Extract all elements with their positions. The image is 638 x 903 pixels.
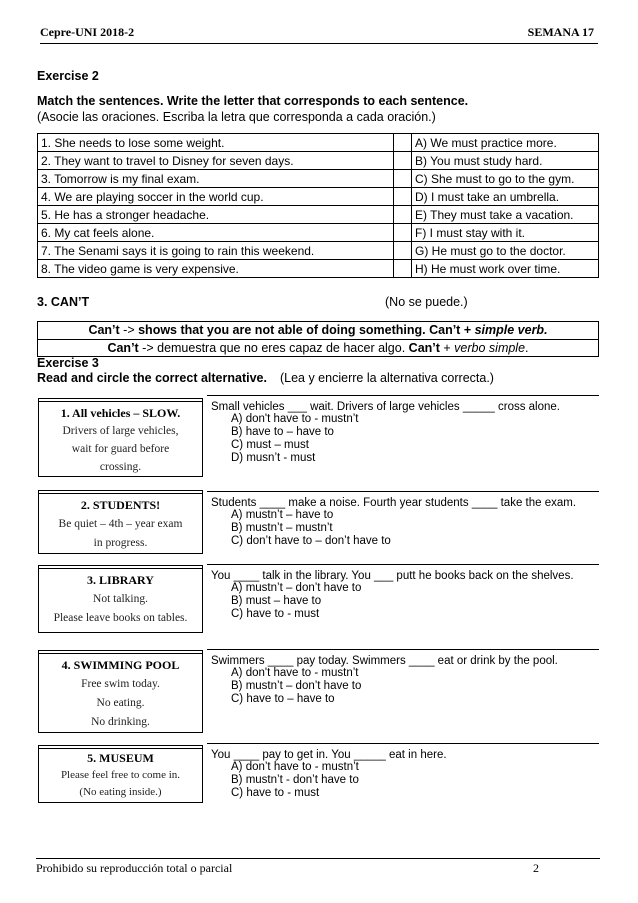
sign-line: Be quiet – 4th – year exam — [58, 518, 183, 530]
sign-library — [38, 565, 203, 633]
sentence-cell: 2. They want to travel to Disney for seven days. — [38, 152, 394, 170]
period-text: . — [525, 341, 529, 355]
sentence-cell: 6. My cat feels alone. — [38, 224, 394, 242]
option-a[interactable]: A) mustn’t – don’t have to — [231, 582, 362, 594]
course-label: Cepre-UNI 2018-2 — [40, 25, 135, 39]
sign-swimming-pool — [38, 650, 203, 733]
sign-line: (No eating inside.) — [79, 786, 162, 798]
sign-line: in progress. — [93, 537, 148, 549]
question-4 — [211, 655, 558, 706]
cant-rule-box — [37, 321, 599, 357]
option-c[interactable]: C) must – must — [231, 439, 309, 451]
exercise2-instruction: Match the sentences. Write the letter that corresponds to each sentence. — [37, 94, 469, 108]
instruction-translation: (Lea y encierre la alternativa correcta.) — [279, 371, 494, 385]
table-row — [38, 152, 599, 170]
option-c[interactable]: C) don’t have to – don’t have to — [231, 535, 391, 547]
sign-line: Drivers of large vehicles, — [62, 425, 179, 437]
exercise3-instruction — [37, 371, 494, 385]
sentence-cell: 4. We are playing soccer in the world cup. — [38, 188, 394, 206]
sign-line: No drinking. — [91, 716, 150, 728]
option-cell: B) You must study hard. — [412, 152, 599, 170]
sign-museum — [38, 745, 203, 803]
option-cell: F) I must stay with it. — [412, 224, 599, 242]
table-row — [38, 188, 599, 206]
option-cell: C) She must to go to the gym. — [412, 170, 599, 188]
page-header — [40, 22, 598, 44]
rule-verb: verbo simple — [454, 341, 526, 355]
sign-vehicles — [38, 398, 203, 477]
option-b[interactable]: B) have to – have to — [231, 426, 334, 438]
sign-title: 2. STUDENTS! — [80, 498, 161, 512]
arrow-text: -> — [119, 323, 139, 337]
sign-line: Free swim today. — [81, 678, 160, 690]
option-b[interactable]: B) mustn’t - don’t have to — [231, 774, 359, 786]
cant-translation: (No se puede.) — [385, 295, 468, 309]
option-a[interactable]: A) don’t have to - mustn’t — [231, 761, 359, 773]
sentence-cell: 8. The video game is very expensive. — [38, 260, 394, 278]
sentence-cell: 7. The Senami says it is going to rain this weekend. — [38, 242, 394, 260]
option-d[interactable]: D) musn’t - must — [231, 452, 316, 464]
cant-word: Can’t — [107, 341, 139, 355]
question-1 — [211, 401, 560, 465]
answer-cell[interactable] — [394, 134, 412, 152]
table-row — [38, 260, 599, 278]
question-stem: You ____ talk in the library. You ___ putt he books back on the shelves. — [211, 570, 574, 582]
rule-text: -> demuestra que no eres capaz de hacer algo. — [138, 341, 409, 355]
table-row — [38, 242, 599, 260]
question-3 — [211, 570, 574, 621]
table-row — [38, 206, 599, 224]
answer-cell[interactable] — [394, 188, 412, 206]
option-a[interactable]: A) don't have to - mustn’t — [231, 667, 359, 679]
table-row — [38, 170, 599, 188]
answer-cell[interactable] — [394, 242, 412, 260]
option-cell: H) He must work over time. — [412, 260, 599, 278]
cant-rule-english — [38, 322, 598, 339]
table-row — [38, 134, 599, 152]
option-b[interactable]: B) mustn’t – don’t have to — [231, 680, 362, 692]
table-row — [38, 224, 599, 242]
sign-students — [38, 490, 203, 554]
option-c[interactable]: C) have to - must — [231, 608, 320, 620]
sign-line: crossing. — [99, 461, 142, 473]
page-number: 2 — [533, 861, 539, 875]
plus-text: + — [439, 341, 455, 355]
option-cell: G) He must go to the doctor. — [412, 242, 599, 260]
instruction-text: Read and circle the correct alternative. — [37, 371, 267, 385]
week-label: SEMANA 17 — [527, 25, 594, 39]
cant-heading: 3. CAN’T — [37, 295, 90, 309]
cant-rule-spanish — [38, 339, 598, 356]
option-cell: A) We must practice more. — [412, 134, 599, 152]
option-c[interactable]: C) have to – have to — [231, 693, 335, 705]
option-a[interactable]: A) don't have to - mustn’t — [231, 413, 359, 425]
sentence-cell: 3. Tomorrow is my final exam. — [38, 170, 394, 188]
option-c[interactable]: C) have to - must — [231, 787, 320, 799]
answer-cell[interactable] — [394, 206, 412, 224]
option-cell: D) I must take an umbrella. — [412, 188, 599, 206]
answer-cell[interactable] — [394, 152, 412, 170]
sign-title: 5. MUSEUM — [87, 751, 154, 765]
exercise2-translation: (Asocie las oraciones. Escriba la letra que corresponda a cada oración.) — [37, 110, 436, 124]
sign-line: No eating. — [96, 697, 145, 709]
matching-table — [37, 133, 599, 278]
question-stem: Swimmers ____ pay today. Swimmers ____ eat or drink by the pool. — [211, 655, 558, 667]
option-cell: E) They must take a vacation. — [412, 206, 599, 224]
sign-line: Not talking. — [93, 593, 148, 605]
sign-title: 3. LIBRARY — [87, 573, 154, 587]
question-stem: You ____ pay to get in. You _____ eat in here. — [211, 749, 447, 761]
sign-title: 1. All vehicles – SLOW. — [60, 406, 181, 420]
rule-verb: simple verb. — [474, 323, 548, 337]
question-stem: Small vehicles ___ wait. Drivers of large vehicles _____ cross alone. — [211, 401, 560, 413]
sign-title: 4. SWIMMING POOL — [61, 658, 180, 672]
answer-cell[interactable] — [394, 224, 412, 242]
question-stem: Students ____ make a noise. Fourth year students ____ take the exam. — [211, 497, 577, 509]
sentence-cell: 5. He has a stronger headache. — [38, 206, 394, 224]
option-b[interactable]: B) must – have to — [231, 595, 322, 607]
cant-word: Can’t — [88, 323, 120, 337]
answer-cell[interactable] — [394, 260, 412, 278]
sentence-cell: 1. She needs to lose some weight. — [38, 134, 394, 152]
footer-divider — [36, 858, 600, 859]
question-5 — [211, 749, 447, 800]
answer-cell[interactable] — [394, 170, 412, 188]
option-b[interactable]: B) mustn’t – mustn’t — [231, 522, 333, 534]
sign-line: Please feel free to come in. — [60, 769, 181, 781]
rule-text: shows that you are not able of doing something. Can’t + — [138, 323, 475, 337]
sign-line: wait for guard before — [71, 443, 170, 455]
exercise3-title: Exercise 3 — [37, 356, 99, 370]
sign-line: Please leave books on tables. — [53, 612, 188, 624]
question-2 — [211, 497, 576, 548]
footer-notice: Prohibido su reproducción total o parcial — [36, 861, 233, 875]
exercise2-title: Exercise 2 — [37, 69, 99, 83]
option-a[interactable]: A) mustn’t – have to — [231, 509, 334, 521]
cant-word: Can’t — [408, 341, 440, 355]
